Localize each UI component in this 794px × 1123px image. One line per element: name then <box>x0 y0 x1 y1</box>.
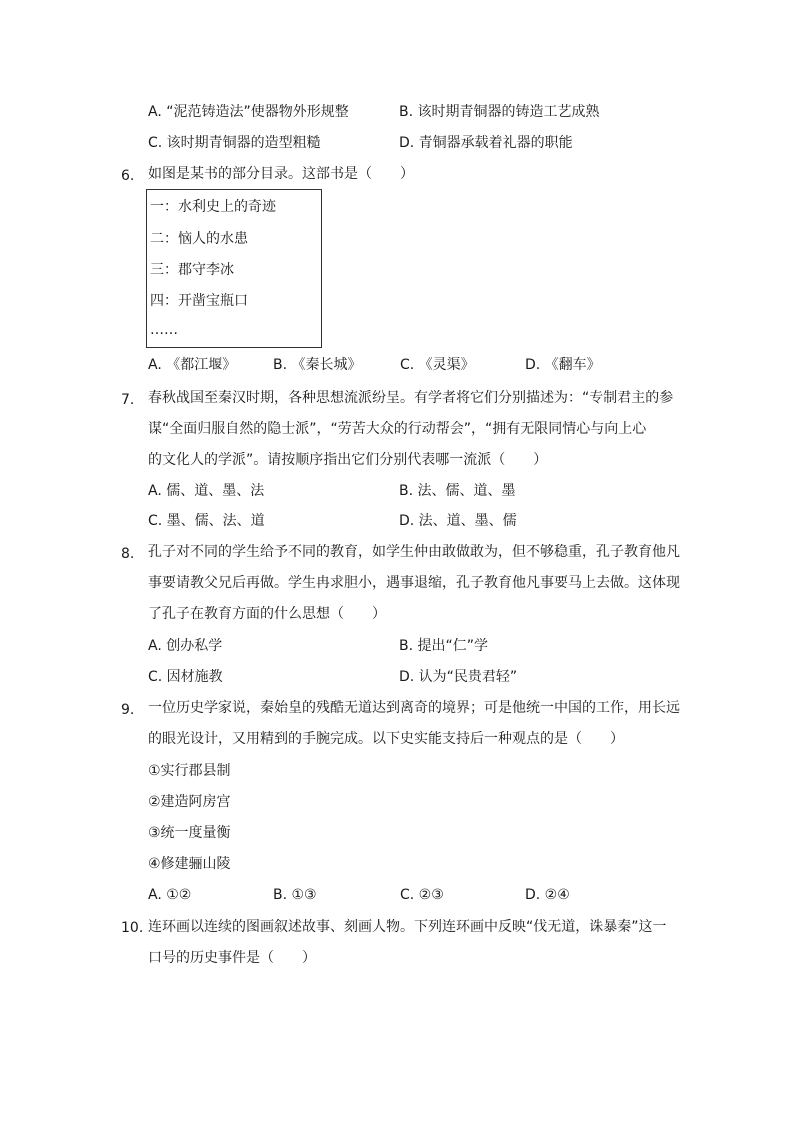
toc-item: …… <box>150 322 178 338</box>
q9-stem-line: 的眼光设计，又用精到的手腕完成。以下史实能支持后一种观点的是（ ） <box>148 731 624 747</box>
q7-option-a: A. 儒、道、墨、法 <box>148 483 265 499</box>
q6-number: 6. <box>121 168 135 184</box>
q9-item: ④修建骊山陵 <box>148 856 231 872</box>
toc-item: 二：恼人的水患 <box>150 231 248 247</box>
q10-stem-line: 口号的历史事件是（ ） <box>148 950 316 966</box>
q9-stem-line: 一位历史学家说，秦始皇的残酷无道达到离奇的境界；可是他统一中国的工作，用长远 <box>148 700 680 716</box>
q10-stem-line: 连环画以连续的图画叙述故事、刻画人物。下列连环画中反映“伐无道，诛暴秦”这一 <box>148 919 667 935</box>
toc-item: 三：郡守李冰 <box>150 262 234 278</box>
q9-item: ③统一度量衡 <box>148 825 231 841</box>
q5-option-d: D. 青铜器承载着礼器的职能 <box>399 135 573 151</box>
q6-option-c: C. 《灵渠》 <box>400 357 475 373</box>
q6-table-of-contents <box>146 189 322 348</box>
q7-option-b: B. 法、儒、道、墨 <box>399 483 516 499</box>
q7-stem-line: 的文化人的学派”。请按顺序指出它们分别代表哪一流派（ ） <box>148 452 548 468</box>
q7-number: 7. <box>121 392 135 408</box>
q9-item: ②建造阿房宫 <box>148 794 231 810</box>
q8-option-a: A. 创办私学 <box>148 638 223 654</box>
q6-option-a: A. 《都江堰》 <box>148 357 237 373</box>
q9-number: 9. <box>121 702 135 718</box>
q7-stem-line: 春秋战国至秦汉时期，各种思想流派纷呈。有学者将它们分别描述为：“专制君主的参 <box>148 390 674 406</box>
q6-stem: 如图是某书的部分目录。这部书是（ ） <box>148 166 414 182</box>
q8-stem-line: 孔子对不同的学生给予不同的教育，如学生仲由敢做敢为，但不够稳重，孔子教育他凡 <box>148 544 680 560</box>
q6-option-d: D. 《翻车》 <box>525 357 601 373</box>
q5-option-c: C. 该时期青铜器的造型粗糙 <box>148 135 321 151</box>
q5-option-a: A. “泥范铸造法”使器物外形规整 <box>148 104 349 120</box>
q8-option-d: D. 认为“民贵君轻” <box>399 669 518 685</box>
q5-option-b: B. 该时期青铜器的铸造工艺成熟 <box>399 104 600 120</box>
q8-option-b: B. 提出“仁”学 <box>399 638 489 654</box>
q6-option-b: B. 《秦长城》 <box>273 357 362 373</box>
q8-option-c: C. 因材施教 <box>148 669 223 685</box>
q9-item: ①实行郡县制 <box>148 763 231 779</box>
q7-stem-line: 谋“全面归服自然的隐士派”，“劳苦大众的行动帮会”，“拥有无限同情心与向上心 <box>148 421 647 437</box>
toc-item: 四：开凿宝瓶口 <box>150 293 248 309</box>
q8-stem-line: 事要请教父兄后再做。学生冉求胆小，遇事退缩，孔子教育他凡事要马上去做。这体现 <box>148 575 680 591</box>
q7-option-d: D. 法、道、墨、儒 <box>399 513 517 529</box>
q9-option-c: C. ②③ <box>400 887 444 903</box>
q7-option-c: C. 墨、儒、法、道 <box>148 513 265 529</box>
q10-number: 10. <box>121 920 144 936</box>
toc-item: 一：水利史上的奇迹 <box>150 199 276 215</box>
q8-number: 8. <box>121 546 135 562</box>
q9-option-d: D. ②④ <box>525 887 570 903</box>
q9-option-b: B. ①③ <box>273 887 317 903</box>
q9-option-a: A. ①② <box>148 887 192 903</box>
q8-stem-line: 了孔子在教育方面的什么思想（ ） <box>148 606 386 622</box>
